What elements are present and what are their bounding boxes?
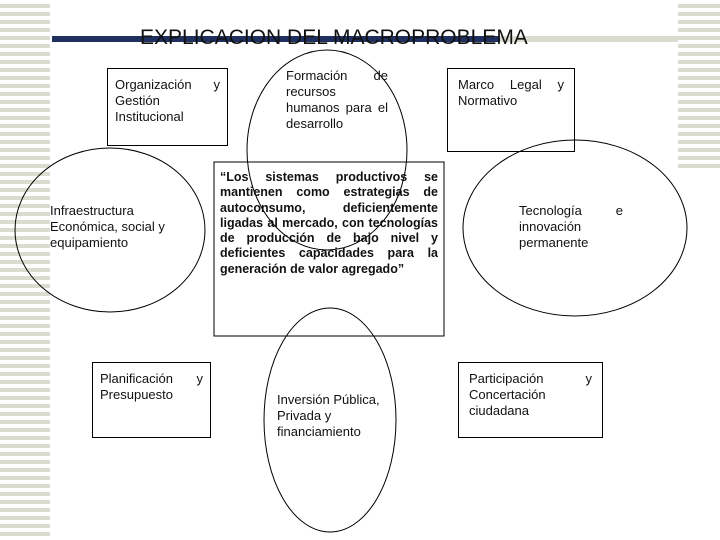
node-formacion bbox=[286, 68, 388, 138]
node-participacion bbox=[458, 362, 603, 438]
node-inversion-label: Inversión Pública, Privada y financiamiento bbox=[277, 392, 380, 439]
node-inversion bbox=[277, 392, 383, 446]
central-problem-statement: “Los sistemas productivos se mantienen como estrategias de autoconsumo, deficientemente ligadas al mercado, con tecnologías de producción de bajo nivel y deficientes capacidades para la generación de valor agregado” bbox=[220, 170, 438, 276]
node-formacion-label: Formación de recursos humanos para el desarrollo bbox=[286, 68, 388, 131]
node-tecnologia bbox=[519, 203, 623, 255]
node-infraestructura bbox=[50, 203, 168, 255]
node-organizacion bbox=[107, 68, 228, 146]
node-organizacion-label: Organización y Gestión Institucional bbox=[115, 77, 220, 124]
node-planificacion bbox=[92, 362, 211, 438]
node-marco-legal bbox=[447, 68, 575, 152]
node-planificacion-label: Planificación y Presupuesto bbox=[100, 371, 203, 402]
node-participacion-label: Participación y Concertación ciudadana bbox=[469, 371, 592, 418]
page-title: EXPLICACION DEL MACROPROBLEMA bbox=[140, 26, 528, 49]
node-tecnologia-label: Tecnología e innovación permanente bbox=[519, 203, 623, 250]
node-marco-legal-label: Marco Legal y Normativo bbox=[458, 77, 564, 108]
node-infraestructura-label: Infraestructura Económica, social y equipamiento bbox=[50, 203, 165, 250]
